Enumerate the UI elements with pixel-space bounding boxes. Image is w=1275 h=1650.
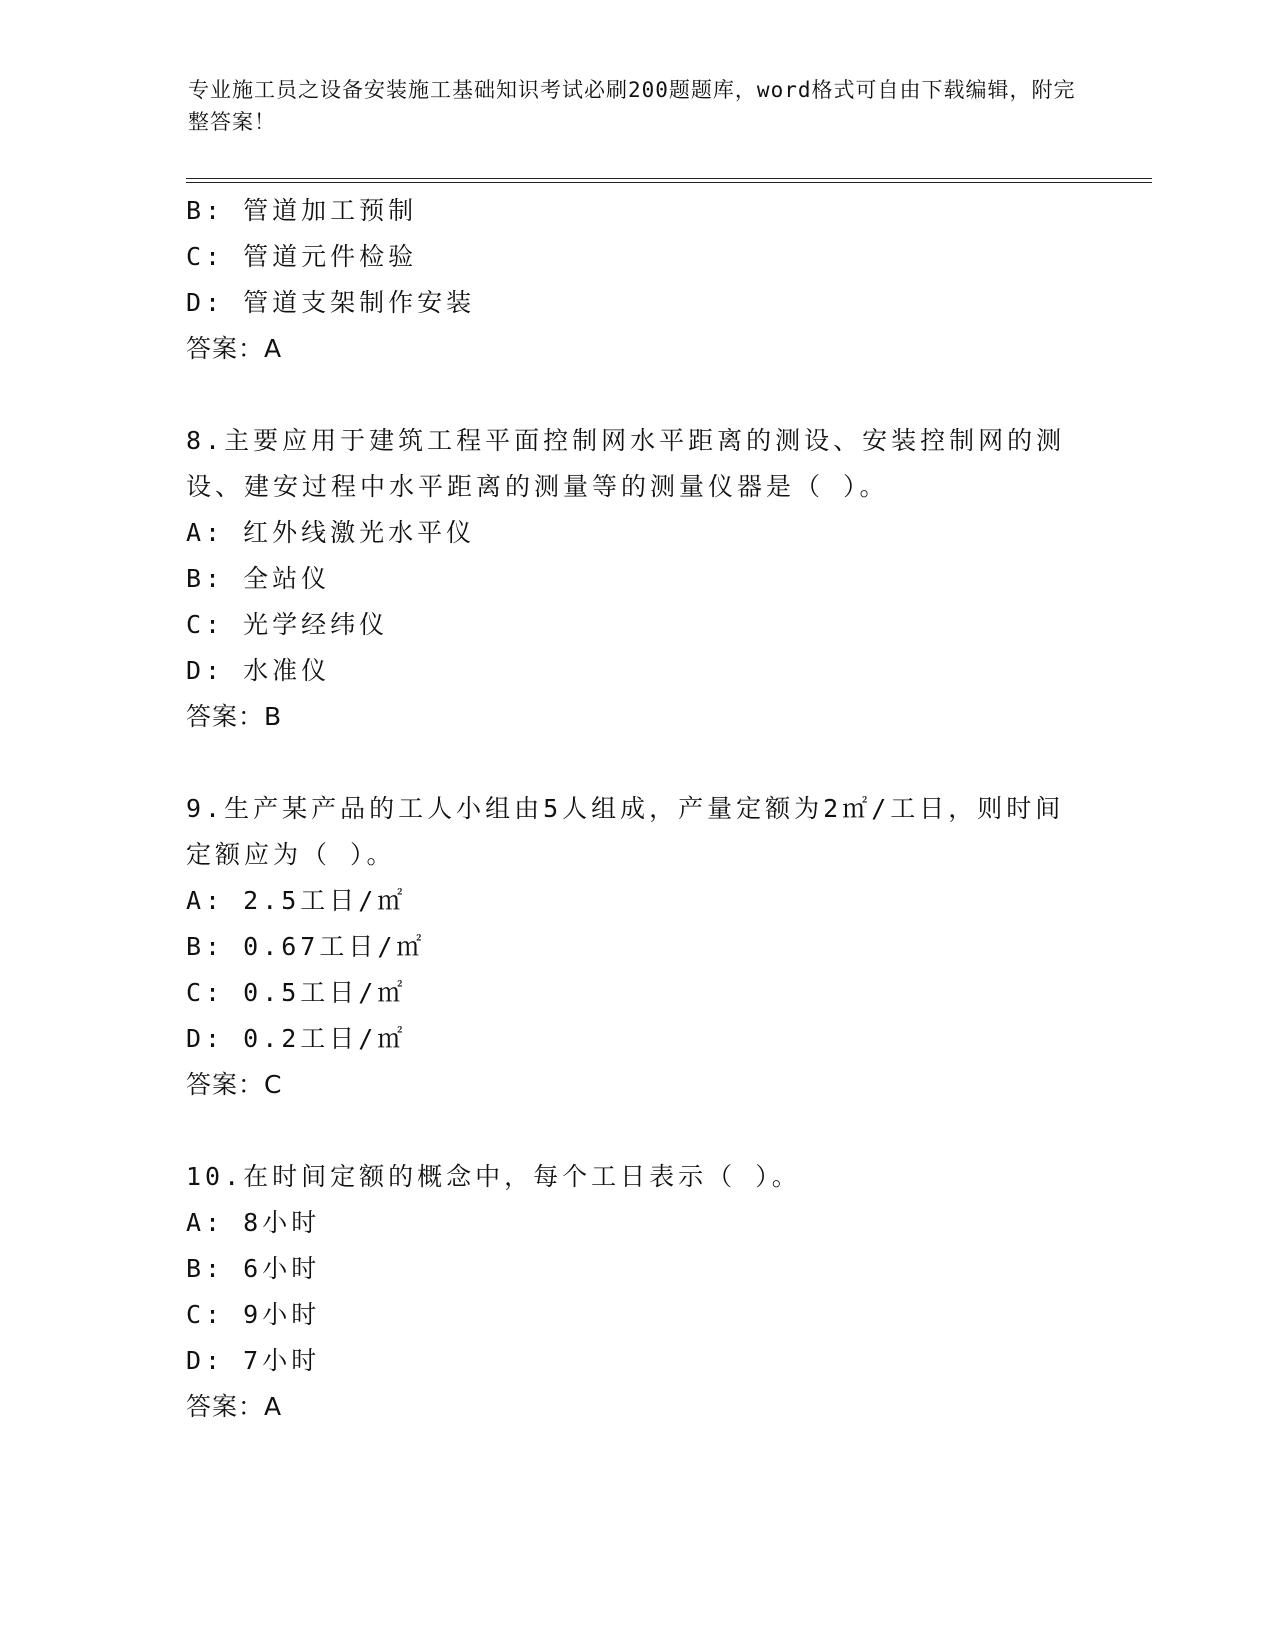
- answer: 答案：A: [186, 1392, 283, 1421]
- option-b: B: 全站仪: [186, 564, 331, 593]
- option-b: B: 6小时: [186, 1254, 321, 1283]
- option-b: B: 0.67工日/㎡: [186, 932, 426, 961]
- question-text: 8.主要应用于建筑工程平面控制网水平距离的测设、安装控制网的测设、建安过程中水平距离的测量等的测量仪器是（ ）。: [186, 426, 1066, 501]
- option-d: D: 水准仪: [186, 656, 331, 685]
- answer: 答案：B: [186, 702, 283, 731]
- question-7-tail: [186, 188, 1086, 372]
- answer: 答案：A: [186, 334, 283, 363]
- question-10: [186, 1154, 1086, 1430]
- option-a: A: 红外线激光水平仪: [186, 518, 476, 547]
- document-title: 专业施工员之设备安装施工基础知识考试必刷200题题库，word格式可自由下载编辑，附完整答案！: [188, 78, 1076, 134]
- option-c: C: 光学经纬仪: [186, 610, 389, 639]
- question-8: [186, 418, 1086, 740]
- option-d: D: 7小时: [186, 1346, 321, 1375]
- option-b: B: 管道加工预制: [186, 196, 418, 225]
- option-d: D: 0.2工日/㎡: [186, 1024, 407, 1053]
- question-text: 10.在时间定额的概念中，每个工日表示（ ）。: [186, 1162, 801, 1191]
- option-d: D: 管道支架制作安装: [186, 288, 476, 317]
- document-header: [188, 74, 1078, 138]
- question-text: 9.生产某产品的工人小组由5人组成，产量定额为2㎡/工日，则时间定额应为（ ）。: [186, 794, 1065, 869]
- question-9: [186, 786, 1086, 1108]
- option-c: C: 9小时: [186, 1300, 321, 1329]
- option-c: C: 管道元件检验: [186, 242, 418, 271]
- option-c: C: 0.5工日/㎡: [186, 978, 407, 1007]
- option-a: A: 8小时: [186, 1208, 321, 1237]
- question-list: [186, 188, 1086, 1430]
- header-divider: [186, 178, 1152, 183]
- answer: 答案：C: [186, 1070, 283, 1099]
- option-a: A: 2.5工日/㎡: [186, 886, 407, 915]
